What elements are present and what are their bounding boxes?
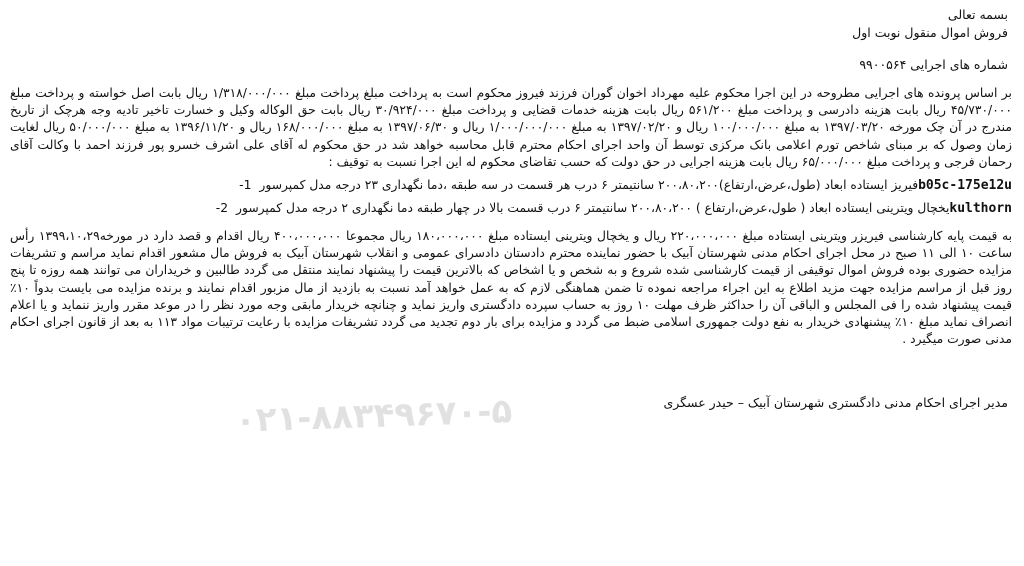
item-1-description: فیریز ایستاده ابعاد (طول،عرض،ارتفاع)۲۰۰،۸۰،۲۰۰ سانتیمتر ۶ درب هر قسمت در سه طبقه ،دما نگهداری ۲۳ درجه مدل کمپرسور <box>259 178 919 193</box>
item-2-description: یخچال ویترینی ایستاده ابعاد ( طول،عرض،ارتفاع ) ۲۰۰،۸۰،۲۰۰ سانتیمتر ۶ درب قسمت بالا در چهار طبقه دما نگهداری ۲ درجه مدل کمپرسور <box>236 201 950 216</box>
item-1-number: 1- <box>239 178 252 193</box>
auction-terms-paragraph: به قیمت پایه کارشناسی فیریزر ویترینی ایستاده مبلغ ۲۲۰،۰۰۰،۰۰۰ ریال و یخچال ویترینی ایستاده مبلغ ۱۸۰،۰۰۰،۰۰۰ ریال مجموعا ۴۰۰،۰۰۰،۰۰۰ ریال اقدام و قصد دارد در مورخه۱۳۹۹،۱۰،۲۹ رأس ساعت ۱۰ الی ۱۱ صبح در محل اجرای احکام مدنی شهرستان آبیک با حضور نماینده محترم دادستان دادسرای عمومی و انقلاب شهرستان آبیک به فروش مال مشعور اقدام نماید مراسم و تشریفات مزایده حضوری بوده فروش اموال توقیفی از قیمت کارشناسی شده شروع و به شخص و یا اشخاص که بالاترین قیمت را پیشنهاد نمایند منتقل می گردد طالبین و خریداران می توانند همه روزه تا پنج روز قبل از مراسم مزایده جهت مزید اطلاع به این اجراء مراجعه نموده تا ضمن هماهنگی لازم که به عمل خواهد آمد نسبت به بازدید از مال مزبور اقدام نمایند و برنده مزایده می بایست بدواً ۱۰٪ قیمت پیشنهاد شده را فی المجلس و الباقی آن را حداکثر ظرف مهلت ۱۰ روز به حساب سپرده دادگستری واریز نماید و چنانچه خریدار مابقی وجه مورد نظر را در موعد مقرر واریز ننماید و یا اعلام انصراف نماید مبلغ ۱۰٪ پیشنهادی خریدار به نفع دولت جمهوری اسلامی ضبط می گردد و مزایده برای بار دوم تجدید می گردد تشریفات مزایده با رعایت ترتیبات مواد ۱۱۳ به بعد از قانون اجرای احکام مدنی صورت میگیرد . <box>10 229 1013 347</box>
case-number: شماره های اجرایی ۹۹۰۰۵۶۴ <box>859 57 1008 72</box>
notice-title: فروش اموال منقول نوبت اول <box>852 25 1008 40</box>
signature-line: مدیر اجرای احکام مدنی دادگستری شهرستان آبیک – حیدر عسگری <box>663 395 1008 411</box>
basmala-heading: بسمه تعالی <box>947 7 1008 22</box>
item-2-number: 2- <box>215 201 229 216</box>
seized-item-2 <box>10 200 1014 217</box>
item-1-model: b05c-175e12u <box>918 178 1012 194</box>
seized-item-1 <box>10 177 1014 194</box>
main-paragraph: بر اساس پرونده های اجرایی مطروحه در این اجرا محکوم علیه مهرداد اخوان گوران فرزند فیروز محکوم است به پرداخت مبلغ پرداخت مبلغ ۱/۳۱۸/۰۰۰/۰۰۰ ریال بابت اصل خواسته و پرداخت مبلغ ۴۵/۷۳۰/۰۰۰ ریال بابت هزینه دادرسی و پرداخت مبلغ ۵۶۱/۲۰۰ ریال بابت هزینه خدمات قضایی و پرداخت مبلغ ۳۰/۹۲۴/۰۰۰ ریال بابت حق الوکاله وکیل و خسارت تاخیر تادیه وجه هرچک از تاریخ مندرج در آن چک مورخه ۱۳۹۷/۰۳/۲۰ به مبلغ ۱۰۰/۰۰۰/۰۰۰ ریال و ۱۳۹۷/۰۲/۲۰ به مبلغ ۱/۰۰۰/۰۰۰/۰۰۰ ریال و ۱۳۹۷/۰۶/۳۰ به مبلغ ۱۶۸/۰۰۰/۰۰۰ ریال و ۱۳۹۶/۱۱/۲۰ به مبلغ ۵۰/۰۰۰/۰۰۰ ریال لغایت زمان وصول که بر مبنای شاخص تورم اعلامی بانک مرکزی توسط آن واحد اجرای احکام محترم قابل محاسبه خواهد شد در حق محکوم له آقای علی اشرف خسرو پور فرزند احمد با وکالت آقای رحمان فرجی و پرداخت مبلغ ۶۵/۰۰۰/۰۰۰ ریال بابت هزینه اجرایی در حق دولت که حسب تقاضای محکوم له این اجرا نسبت به توقیف : <box>10 86 1013 169</box>
phone-watermark: ۰۲۱-۸۸۳۴۹۶۷۰-۵ <box>234 391 513 441</box>
item-2-model: kulthorn <box>949 201 1012 217</box>
